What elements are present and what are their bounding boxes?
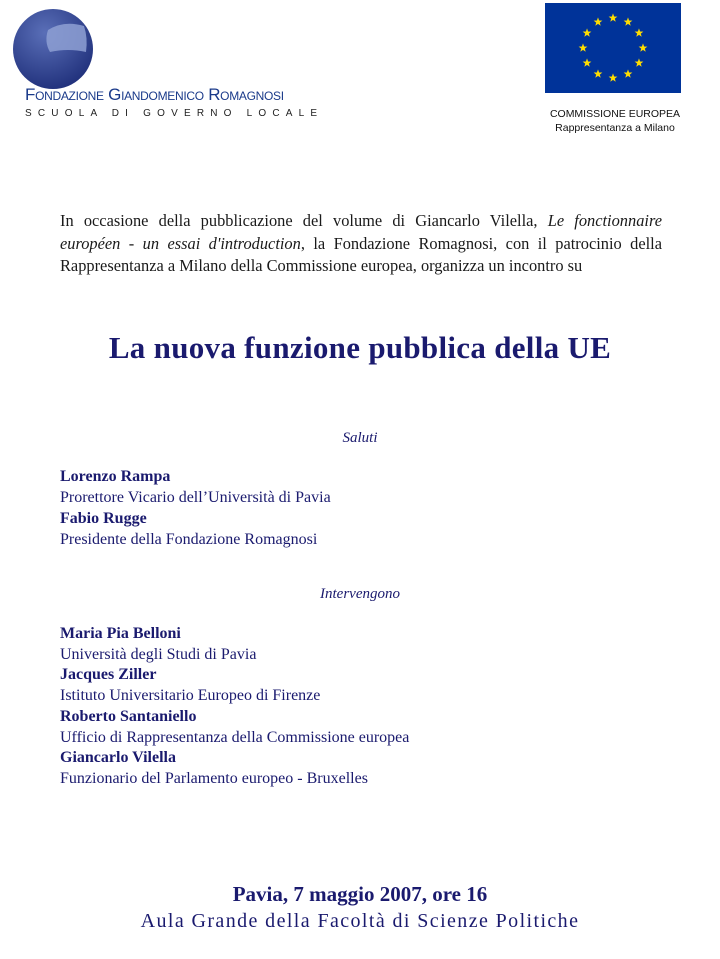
speaker-name: Lorenzo Rampa bbox=[60, 468, 171, 485]
speaker-name: Fabio Rugge bbox=[60, 510, 147, 527]
book-title: Le fonctionnaire européen - un essai d'introduction bbox=[60, 211, 662, 253]
foundation-logo-icon bbox=[12, 8, 94, 90]
speaker-role: Presidente della Fondazione Romagnosi bbox=[60, 531, 318, 548]
intro-paragraph bbox=[60, 210, 662, 278]
speaker-role: Prorettore Vicario dell’Università di Pavia bbox=[60, 489, 331, 506]
speaker-name: Giancarlo Vilella bbox=[60, 749, 176, 766]
intro-text-1: In occasione della pubblicazione del volume di Giancarlo Vilella, bbox=[60, 211, 548, 230]
intro-text-2: , la Fondazione Romagnosi, con il patrocinio della Rappresentanza a Milano della Commissione europea, organizza un incontro su bbox=[60, 233, 663, 275]
foundation-name: Fondazione Giandomenico Romagnosi bbox=[25, 85, 284, 104]
speaker-role: Istituto Universitario Europeo di Firenze bbox=[60, 687, 321, 704]
speaker-role: Ufficio di Rappresentanza della Commissione europea bbox=[60, 729, 410, 746]
speaker-name: Jacques Ziller bbox=[60, 666, 157, 683]
speaker-name: Maria Pia Belloni bbox=[60, 625, 181, 642]
event-place: Aula Grande della Facoltà di Scienze Politiche bbox=[140, 910, 580, 932]
speaker-role: Università degli Studi di Pavia bbox=[60, 646, 257, 663]
saluti-label: Saluti bbox=[342, 430, 378, 446]
page-title: La nuova funzione pubblica della UE bbox=[108, 330, 612, 365]
intervengono-label: Intervengono bbox=[320, 586, 400, 602]
eu-commission-title: COMMISSIONE EUROPEA bbox=[549, 108, 681, 120]
speaker-name: Roberto Santaniello bbox=[60, 708, 197, 725]
eu-representation-subtitle: Rappresentanza a Milano bbox=[555, 122, 675, 134]
eu-flag-icon bbox=[545, 3, 681, 93]
foundation-subtitle: SCUOLA DI GOVERNO LOCALE bbox=[25, 108, 324, 119]
event-date: Pavia, 7 maggio 2007, ore 16 bbox=[232, 882, 488, 906]
speaker-role: Funzionario del Parlamento europeo - Bruxelles bbox=[60, 770, 368, 787]
